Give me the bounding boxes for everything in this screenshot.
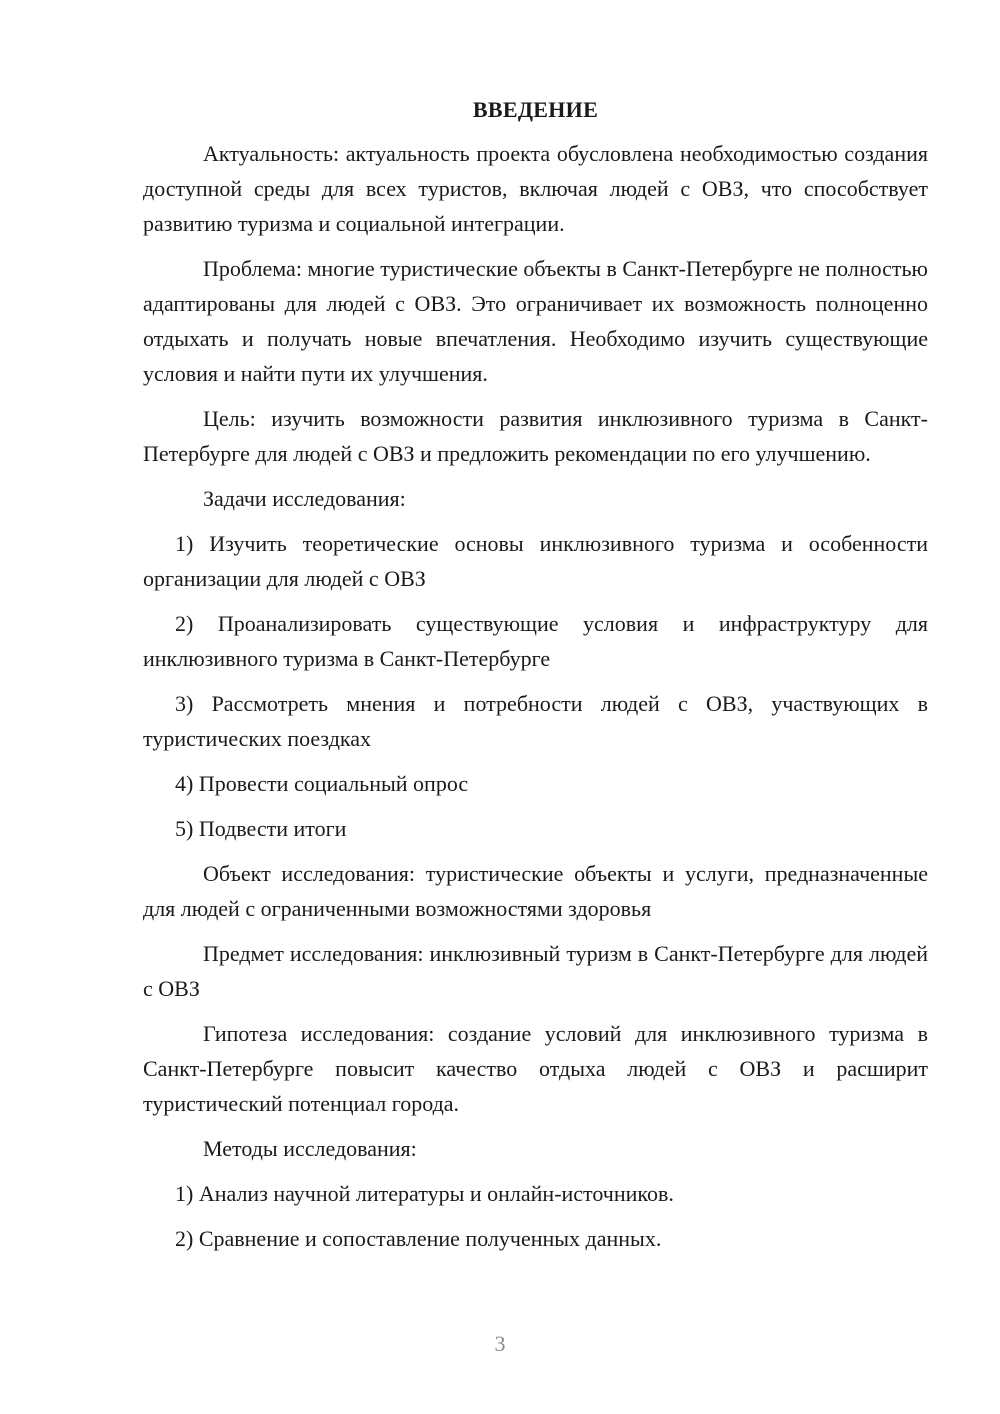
page-content (143, 96, 928, 1266)
method-item-1: 1) Анализ научной литературы и онлайн-источников. (175, 1181, 674, 1206)
method-item-2: 2) Сравнение и сопоставление полученных данных. (175, 1226, 662, 1251)
task-item-1: 1) Изучить теоретические основы инклюзивного туризма и особенности организации для людей с ОВЗ (143, 531, 928, 591)
tasks-heading: Задачи исследования: (203, 486, 406, 511)
object-paragraph: Объект исследования: туристические объекты и услуги, предназначенные для людей с ограниченными возможностями здоровья (143, 861, 928, 921)
subject-paragraph: Предмет исследования: инклюзивный туризм в Санкт-Петербурге для людей с ОВЗ (143, 941, 928, 1001)
task-item-3: 3) Рассмотреть мнения и потребности людей с ОВЗ, участвующих в туристических поездках (143, 691, 928, 751)
task-item-5: 5) Подвести итоги (175, 816, 347, 841)
relevance-paragraph: Актуальность: актуальность проекта обусловлена необходимостью создания доступной среды для всех туристов, включая людей с ОВЗ, что способствует развитию туризма и социальной интеграции. (143, 141, 928, 236)
problem-paragraph: Проблема: многие туристические объекты в Санкт-Петербурге не полностью адаптированы для людей с ОВЗ. Это ограничивает их возможность полноценно отдыхать и получать новые впечатления. Необходимо изучить существующие условия и найти пути их улучшения. (143, 256, 928, 386)
page-number: 3 (494, 1331, 506, 1356)
task-item-4: 4) Провести социальный опрос (175, 771, 469, 796)
methods-heading: Методы исследования: (203, 1136, 417, 1161)
hypothesis-paragraph: Гипотеза исследования: создание условий для инклюзивного туризма в Санкт-Петербурге повысит качество отдыха людей с ОВЗ и расширит туристический потенциал города. (143, 1021, 928, 1116)
task-item-2: 2) Проанализировать существующие условия и инфраструктуру для инклюзивного туризма в Санкт-Петербурге (143, 611, 928, 671)
section-title: ВВЕДЕНИЕ (472, 97, 599, 122)
goal-paragraph: Цель: изучить возможности развития инклюзивного туризма в Санкт-Петербурге для людей с ОВЗ и предложить рекомендации по его улучшению. (143, 406, 928, 466)
